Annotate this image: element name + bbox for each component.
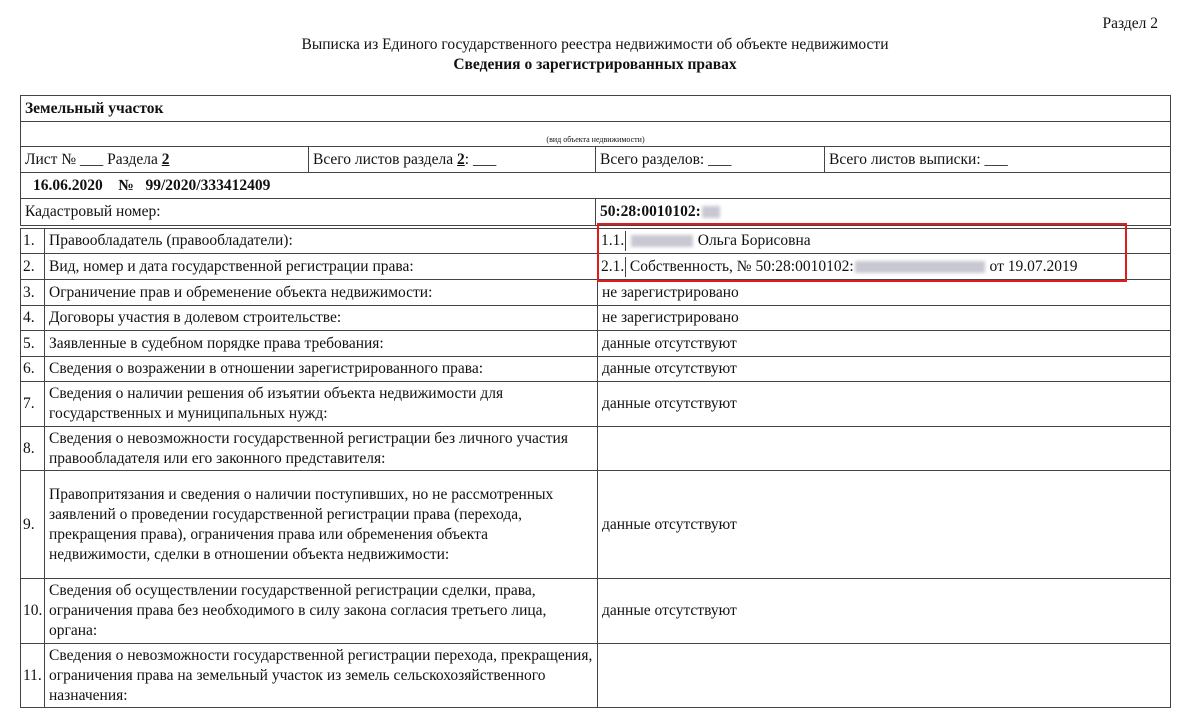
- row-label: Вид, номер и дата государственной регистрации права:: [45, 254, 598, 280]
- row-number: 6.: [21, 357, 45, 382]
- row-number: 8.: [21, 427, 45, 471]
- table-row: [21, 357, 1171, 382]
- row-value: [598, 644, 1171, 708]
- object-type: Земельный участок: [21, 96, 1171, 122]
- row-value: не зарегистрировано: [598, 306, 1171, 331]
- table-row: [21, 427, 1171, 471]
- rights-table: [20, 228, 1171, 708]
- document-title: Выписка из Единого государственного реестра недвижимости об объекте недвижимости: [301, 36, 889, 53]
- table-row: [21, 331, 1171, 357]
- sheet-number: Лист № ___ Раздела 2: [21, 147, 309, 173]
- sub-number: 2.1.: [598, 257, 626, 277]
- row-number: 7.: [21, 382, 45, 427]
- row-number: 5.: [21, 331, 45, 357]
- row-number: 9.: [21, 471, 45, 579]
- row-label: Сведения об осуществлении государственной регистрации сделки, права, ограничения права без необходимого в силу закона согласия третьего лица, органа:: [45, 579, 598, 644]
- table-row: [21, 306, 1171, 331]
- row-label: Сведения о наличии решения об изъятии объекта недвижимости для государственных и муниципальных нужд:: [45, 382, 598, 427]
- total-sections: Всего разделов: ___: [596, 147, 825, 173]
- row-label: Правопритязания и сведения о наличии поступивших, но не рассмотренных заявлений о проведении государственной регистрации права (перехода, прекращения права), ограничения права или обременения объекта недвижимости, сделки в отношении объекта недвижимости:: [45, 471, 598, 579]
- total-extract-sheets: Всего листов выписки: ___: [825, 147, 1171, 173]
- row-value: данные отсутствуют: [598, 471, 1171, 579]
- row-label: Договоры участия в долевом строительстве:: [45, 306, 598, 331]
- table-row: [21, 280, 1171, 306]
- row-number: 2.: [21, 254, 45, 280]
- row-number: 11.: [21, 644, 45, 708]
- cadastral-number: 50:28:0010102:: [596, 199, 1171, 226]
- cadastral-label: Кадастровый номер:: [21, 199, 596, 226]
- row-label: Сведения о возражении в отношении зарегистрированного права:: [45, 357, 598, 382]
- row-value: [598, 427, 1171, 471]
- header-table: [20, 95, 1171, 226]
- table-row: [21, 644, 1171, 708]
- row-number: 4.: [21, 306, 45, 331]
- total-section-sheets: Всего листов раздела 2: ___: [309, 147, 596, 173]
- row-value: данные отсутствуют: [598, 382, 1171, 427]
- row-label: Сведения о невозможности государственной регистрации без личного участия правообладателя или его законного представителя:: [45, 427, 598, 471]
- row-number: 3.: [21, 280, 45, 306]
- table-row: [21, 471, 1171, 579]
- extract-date-number: 16.06.2020 № 99/2020/333412409: [21, 173, 1171, 199]
- row-number: 1.: [21, 229, 45, 254]
- row-label: Ограничение прав и обременение объекта недвижимости:: [45, 280, 598, 306]
- row-value: не зарегистрировано: [598, 280, 1171, 306]
- row-number: 10.: [21, 579, 45, 644]
- table-row: [21, 382, 1171, 427]
- owner-name: Ольга Борисовна: [697, 232, 811, 249]
- row-label: Заявленные в судебном порядке права требования:: [45, 331, 598, 357]
- registration-value: Собственность, № 50:28:0010102: от 19.07.2019: [629, 257, 1078, 275]
- document-subtitle: Сведения о зарегистрированных правах: [453, 56, 737, 73]
- section-label: Раздел 2: [1102, 15, 1158, 32]
- highlight-frame: [597, 223, 1127, 282]
- sub-number: 1.1.: [598, 231, 626, 251]
- row-value: данные отсутствуют: [598, 331, 1171, 357]
- row-label: Сведения о невозможности государственной регистрации перехода, прекращения, ограничения права на земельный участок из земель сельскохозяйственного назначения:: [45, 644, 598, 708]
- row-value: данные отсутствуют: [598, 357, 1171, 382]
- row-value: данные отсутствуют: [598, 579, 1171, 644]
- object-type-caption: (вид объекта недвижимости): [21, 122, 1171, 147]
- table-row: [21, 579, 1171, 644]
- row-label: Правообладатель (правообладатели):: [45, 229, 598, 254]
